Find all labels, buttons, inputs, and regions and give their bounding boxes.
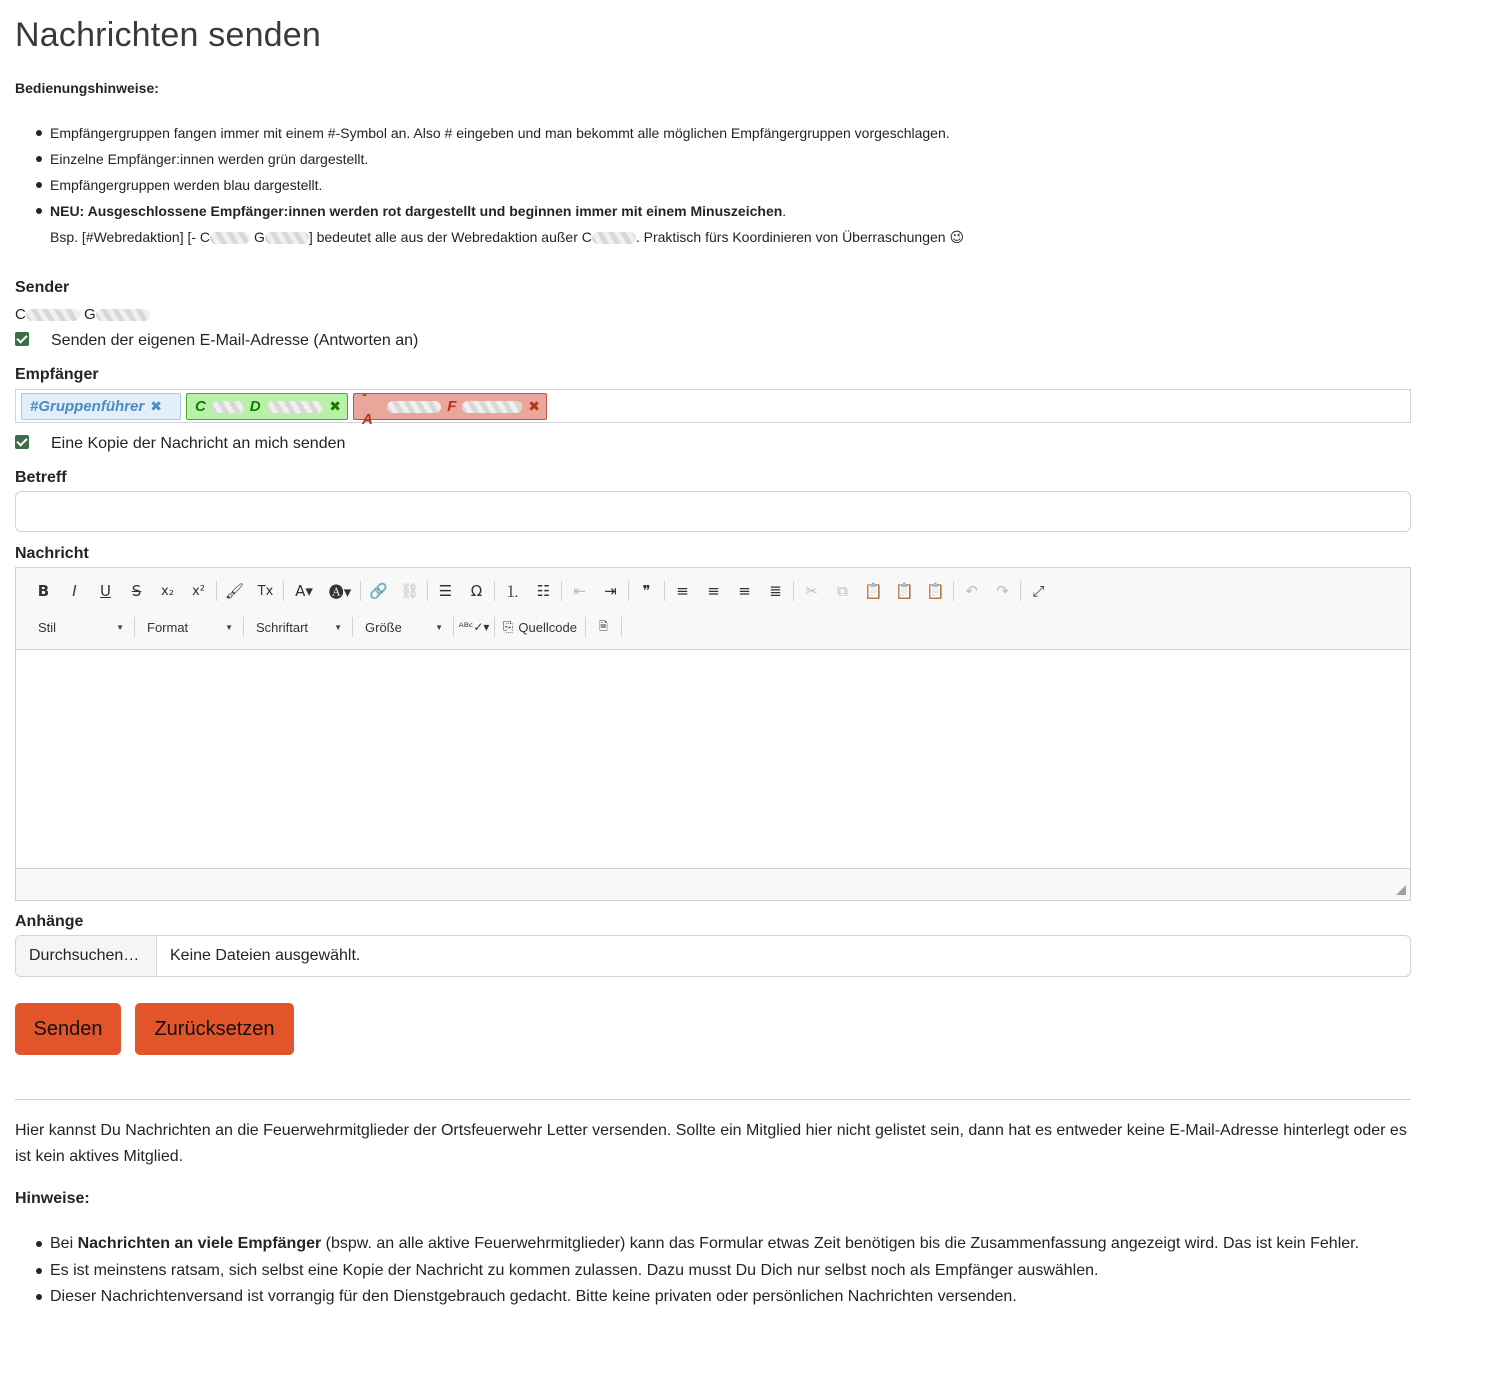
editor-content-area[interactable] (16, 650, 1410, 868)
page-title: Nachrichten senden (15, 16, 322, 54)
recipients-label: Empfänger (15, 366, 99, 383)
sender-name: C G (15, 304, 150, 326)
remove-format-icon[interactable]: Tx (257, 583, 274, 599)
format-dropdown[interactable]: Format ▼ (147, 619, 233, 635)
source-button[interactable]: ⎘ Quellcode (503, 619, 577, 635)
copy-format-icon[interactable]: 🖌 (224, 582, 245, 600)
align-right-icon[interactable]: ≡ (738, 582, 751, 600)
note-item: Es ist meinstens ratsam, sich selbst eine Kopie der Nachricht zu kommen zulassen. Dazu musst Du Dich nur selbst noch als Empfänger auswählen. (15, 1258, 1359, 1285)
editor-toolbar (16, 568, 1410, 650)
paste-icon[interactable]: 📋 (864, 582, 883, 600)
file-status: Keine Dateien ausgewählt. (170, 947, 361, 964)
notes-heading: Hinweise: (15, 1190, 90, 1207)
wink-emoji-icon: 😉 (949, 229, 965, 245)
superscript-icon[interactable]: x² (192, 583, 205, 599)
link-icon[interactable]: 🔗 (369, 582, 388, 600)
instructions-list (15, 120, 964, 250)
justify-icon[interactable]: ≣ (769, 582, 782, 600)
style-dropdown[interactable]: Stil ▼ (38, 619, 124, 635)
underline-icon[interactable]: U (100, 582, 111, 600)
copy-to-self-checkbox-row[interactable]: Eine Kopie der Nachricht an mich senden (15, 433, 345, 455)
browse-button[interactable]: Durchsuchen… (16, 936, 157, 976)
own-email-checkbox-row[interactable]: Senden der eigenen E-Mail-Adresse (Antworten an) (15, 330, 418, 352)
align-left-icon[interactable]: ≡ (676, 582, 689, 600)
instruction-item-new: NEU: Ausgeschlossene Empfänger:innen werden rot dargestellt und beginnen immer mit einem Minuszeichen. (15, 198, 964, 224)
blockquote-icon[interactable]: ❞ (642, 582, 651, 600)
pdf-icon[interactable]: 🗎 (599, 619, 608, 633)
send-button[interactable]: Senden (15, 1003, 121, 1055)
bold-icon[interactable]: B (37, 582, 50, 600)
spellcheck-icon[interactable]: ᴬᴮᶜ✓▾ (458, 620, 490, 634)
chevron-down-icon: ▼ (116, 622, 124, 632)
notes-list (15, 1231, 1359, 1311)
instruction-item: Empfängergruppen werden blau dargestellt. (15, 172, 964, 198)
redacted-name (265, 232, 309, 244)
instruction-example: Bsp. [#Webredaktion] [- C G ] bedeutet alle aus der Webredaktion außer C . Praktisch fürs Koordinieren von Überraschungen 😉 (50, 229, 965, 245)
outdent-icon[interactable]: ⇤ (573, 582, 586, 600)
toolbar-row-styles (28, 612, 624, 642)
note-item: Bei Nachrichten an viele Empfänger (bspw. an alle aktive Feuerwehrmitglieder) kann das Formular etwas Zeit benötigen bis die Zusammenfassung angezeigt wird. Das ist kein Fehler. (15, 1231, 1359, 1258)
align-center-icon[interactable]: ≡ (707, 582, 720, 600)
reset-button[interactable]: Zurücksetzen (135, 1003, 294, 1055)
redacted-name (210, 232, 250, 244)
attachments-label: Anhänge (15, 913, 84, 930)
editor-footer (16, 868, 1410, 900)
recipient-tag-user[interactable]: C D ✖ (186, 393, 348, 420)
note-item: Dieser Nachrichtenversand ist vorrangig für den Dienstgebrauch gedacht. Bitte keine privaten oder persönlichen Nachrichten versenden. (15, 1284, 1359, 1311)
source-icon: ⎘ (503, 619, 514, 634)
special-char-icon[interactable]: Ω (470, 582, 483, 600)
copy-to-self-checkbox[interactable] (15, 435, 29, 449)
recipient-tag-group[interactable]: #Gruppenführer ✖ (21, 393, 181, 420)
size-dropdown[interactable]: Größe ▼ (365, 619, 443, 635)
remove-tag-icon[interactable]: ✖ (329, 398, 341, 414)
chevron-down-icon: ▼ (435, 622, 443, 632)
subscript-icon[interactable]: x₂ (161, 583, 174, 599)
chevron-down-icon: ▼ (225, 622, 233, 632)
remove-tag-icon[interactable]: ✖ (150, 398, 162, 414)
redacted-name (96, 309, 150, 321)
recipients-input[interactable] (15, 385, 1411, 428)
horizontal-line-icon[interactable]: ☰ (438, 582, 453, 600)
remove-tag-icon[interactable]: ✖ (528, 398, 541, 414)
instruction-item: Einzelne Empfänger:innen werden grün dargestellt. (15, 146, 964, 172)
redo-icon[interactable]: ↷ (996, 582, 1009, 600)
message-label: Nachricht (15, 545, 89, 562)
divider (15, 1099, 1411, 1100)
sender-label: Sender (15, 279, 70, 296)
subject-input[interactable] (15, 491, 1411, 532)
indent-icon[interactable]: ⇥ (604, 582, 617, 600)
strikethrough-icon[interactable]: S (131, 582, 142, 600)
paste-text-icon[interactable]: 📋 (895, 582, 914, 600)
numbered-list-icon[interactable]: ⒈ (504, 582, 520, 601)
instructions-heading: Bedienungshinweise: (15, 80, 159, 96)
unlink-icon[interactable]: ⛓ (399, 582, 420, 600)
subject-label: Betreff (15, 469, 67, 486)
undo-icon[interactable]: ↶ (965, 582, 978, 600)
bullet-list-icon[interactable]: ☷ (536, 582, 551, 600)
paste-word-icon[interactable]: 📋 (926, 582, 945, 600)
background-color-icon[interactable]: 🅐▾ (328, 582, 352, 601)
toolbar-row-formatting (28, 576, 1054, 606)
copy-icon[interactable]: ⧉ (837, 582, 848, 600)
own-email-checkbox[interactable] (15, 332, 29, 346)
file-input[interactable] (15, 935, 1411, 977)
text-color-icon[interactable]: A▾ (295, 582, 313, 600)
info-text: Hier kannst Du Nachrichten an die Feuerwehrmitglieder der Ortsfeuerwehr Letter versenden. Sollte ein Mitglied hier nicht gelistet sein, dann hat es entweder keine E-Mail-Adresse hinterlegt oder es ist kein aktives Mitglied. (15, 1122, 1407, 1165)
maximize-icon[interactable]: ⤢ (1032, 582, 1045, 600)
cut-icon[interactable]: ✂ (805, 582, 818, 600)
redacted-name (592, 232, 636, 244)
instruction-item: Empfängergruppen fangen immer mit einem #-Symbol an. Also # eingeben und man bekommt alle möglichen Empfängergruppen vorgeschlagen. (15, 120, 964, 146)
recipient-tag-excluded[interactable]: - A F ✖ (353, 393, 547, 420)
chevron-down-icon: ▼ (334, 622, 342, 632)
rich-text-editor[interactable] (15, 567, 1411, 901)
redacted-name (26, 309, 80, 321)
italic-icon[interactable]: I (72, 582, 77, 600)
font-dropdown[interactable]: Schriftart ▼ (256, 619, 342, 635)
resize-handle-icon[interactable] (1396, 885, 1406, 895)
